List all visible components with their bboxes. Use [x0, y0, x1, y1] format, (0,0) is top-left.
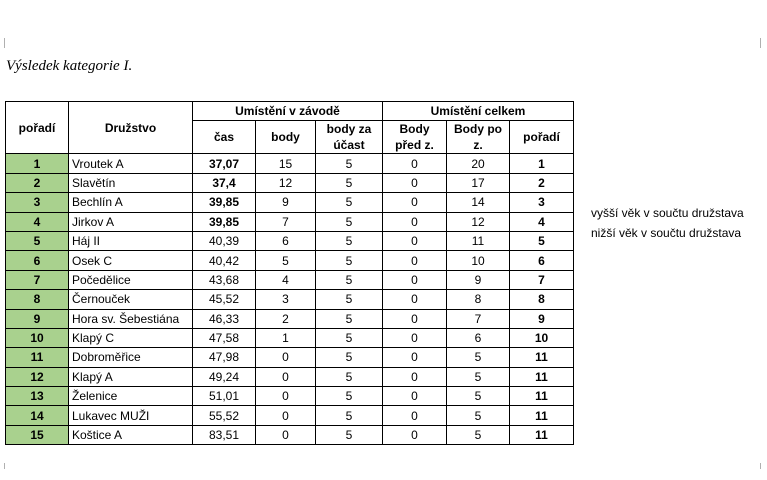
points-cell: 0	[256, 348, 316, 367]
team-cell: Bechlín A	[69, 193, 193, 212]
results-table	[5, 101, 574, 445]
table-row	[6, 309, 574, 328]
rank-cell: 5	[6, 231, 69, 250]
total-rank-cell: 11	[510, 406, 574, 425]
time-cell: 47,98	[193, 348, 256, 367]
points-before-cell: 0	[383, 270, 447, 289]
rank-cell: 3	[6, 193, 69, 212]
header-row-group	[6, 102, 574, 121]
team-cell: Dobroměřice	[69, 348, 193, 367]
total-rank-cell: 3	[510, 193, 574, 212]
time-cell: 83,51	[193, 425, 256, 444]
rank-cell: 6	[6, 251, 69, 270]
participation-cell: 5	[316, 173, 383, 192]
header-points: body	[256, 121, 316, 154]
table-row	[6, 425, 574, 444]
points-cell: 0	[256, 387, 316, 406]
header-time: čas	[193, 121, 256, 154]
points-after-cell: 5	[447, 387, 510, 406]
points-after-cell: 5	[447, 348, 510, 367]
points-before-cell: 0	[383, 425, 447, 444]
total-rank-cell: 7	[510, 270, 574, 289]
header-points-after-line1: Body po	[454, 122, 502, 137]
points-cell: 1	[256, 328, 316, 347]
points-before-cell: 0	[383, 367, 447, 386]
participation-cell: 5	[316, 367, 383, 386]
page-heading: Výsledek kategorie I.	[6, 58, 133, 74]
time-cell: 45,52	[193, 290, 256, 309]
points-before-cell: 0	[383, 387, 447, 406]
time-cell: 46,33	[193, 309, 256, 328]
participation-cell: 5	[316, 212, 383, 231]
team-cell: Vroutek A	[69, 154, 193, 173]
points-cell: 0	[256, 406, 316, 425]
total-rank-cell: 8	[510, 290, 574, 309]
points-after-cell: 5	[447, 367, 510, 386]
team-cell: Klapý C	[69, 328, 193, 347]
header-participation-line2: účast	[333, 138, 365, 153]
rank-cell: 12	[6, 367, 69, 386]
points-cell: 4	[256, 270, 316, 289]
points-cell: 7	[256, 212, 316, 231]
rank-cell: 7	[6, 270, 69, 289]
team-cell: Lukavec MUŽI	[69, 406, 193, 425]
participation-cell: 5	[316, 231, 383, 250]
rank-cell: 9	[6, 309, 69, 328]
total-rank-cell: 5	[510, 231, 574, 250]
page-corner-mark	[760, 463, 761, 469]
total-rank-cell: 6	[510, 251, 574, 270]
points-after-cell: 7	[447, 309, 510, 328]
time-cell: 40,42	[193, 251, 256, 270]
table-row	[6, 328, 574, 347]
time-cell: 49,24	[193, 367, 256, 386]
table-row	[6, 406, 574, 425]
participation-cell: 5	[316, 348, 383, 367]
header-team: Družstvo	[69, 102, 193, 154]
points-after-cell: 5	[447, 425, 510, 444]
points-after-cell: 12	[447, 212, 510, 231]
participation-cell: 5	[316, 290, 383, 309]
points-after-cell: 20	[447, 154, 510, 173]
points-cell: 9	[256, 193, 316, 212]
header-participation-line1: body za	[326, 122, 372, 137]
total-rank-cell: 11	[510, 425, 574, 444]
points-before-cell: 0	[383, 212, 447, 231]
participation-cell: 5	[316, 406, 383, 425]
header-group-total: Umístění celkem	[383, 102, 574, 121]
header-rank: pořadí	[6, 102, 69, 154]
results-body	[6, 154, 574, 445]
team-cell: Háj II	[69, 231, 193, 250]
page-corner-mark	[760, 38, 761, 48]
total-rank-cell: 10	[510, 328, 574, 347]
team-cell: Počedělice	[69, 270, 193, 289]
table-row	[6, 387, 574, 406]
time-cell: 37,07	[193, 154, 256, 173]
table-row	[6, 193, 574, 212]
time-cell: 43,68	[193, 270, 256, 289]
time-cell: 37,4	[193, 173, 256, 192]
time-cell: 55,52	[193, 406, 256, 425]
table-row	[6, 154, 574, 173]
table-row	[6, 367, 574, 386]
points-before-cell: 0	[383, 193, 447, 212]
rank-cell: 13	[6, 387, 69, 406]
note-row4: nižší věk v součtu družstava	[591, 226, 742, 240]
points-before-cell: 0	[383, 290, 447, 309]
participation-cell: 5	[316, 425, 383, 444]
team-cell: Hora sv. Šebestiána	[69, 309, 193, 328]
points-cell: 2	[256, 309, 316, 328]
page-corner-mark	[4, 38, 5, 48]
points-cell: 3	[256, 290, 316, 309]
points-after-cell: 9	[447, 270, 510, 289]
participation-cell: 5	[316, 154, 383, 173]
points-before-cell: 0	[383, 251, 447, 270]
participation-cell: 5	[316, 328, 383, 347]
points-cell: 0	[256, 367, 316, 386]
points-after-cell: 10	[447, 251, 510, 270]
points-cell: 5	[256, 251, 316, 270]
time-cell: 40,39	[193, 231, 256, 250]
points-cell: 0	[256, 425, 316, 444]
time-cell: 51,01	[193, 387, 256, 406]
rank-cell: 15	[6, 425, 69, 444]
header-group-race: Umístění v závodě	[193, 102, 383, 121]
points-before-cell: 0	[383, 231, 447, 250]
time-cell: 39,85	[193, 193, 256, 212]
participation-cell: 5	[316, 387, 383, 406]
page-corner-mark	[4, 463, 5, 469]
total-rank-cell: 9	[510, 309, 574, 328]
table-row	[6, 231, 574, 250]
total-rank-cell: 1	[510, 154, 574, 173]
points-before-cell: 0	[383, 154, 447, 173]
points-before-cell: 0	[383, 173, 447, 192]
results-table-wrap	[5, 101, 574, 445]
team-cell: Želenice	[69, 387, 193, 406]
team-cell: Slavětín	[69, 173, 193, 192]
time-cell: 47,58	[193, 328, 256, 347]
participation-cell: 5	[316, 309, 383, 328]
rank-cell: 4	[6, 212, 69, 231]
team-cell: Koštice A	[69, 425, 193, 444]
points-cell: 6	[256, 231, 316, 250]
header-points-before	[383, 121, 447, 154]
points-after-cell: 5	[447, 406, 510, 425]
rank-cell: 8	[6, 290, 69, 309]
note-row3: vyšší věk v součtu družstava	[591, 206, 744, 220]
total-rank-cell: 11	[510, 387, 574, 406]
total-rank-cell: 2	[510, 173, 574, 192]
header-points-after	[447, 121, 510, 154]
points-after-cell: 17	[447, 173, 510, 192]
points-before-cell: 0	[383, 309, 447, 328]
table-row	[6, 251, 574, 270]
header-points-after-line2: z.	[473, 138, 483, 153]
total-rank-cell: 11	[510, 367, 574, 386]
header-points-before-line1: Body	[399, 122, 430, 137]
points-before-cell: 0	[383, 348, 447, 367]
table-row	[6, 270, 574, 289]
rank-cell: 2	[6, 173, 69, 192]
total-rank-cell: 4	[510, 212, 574, 231]
points-after-cell: 11	[447, 231, 510, 250]
table-row	[6, 290, 574, 309]
rank-cell: 10	[6, 328, 69, 347]
points-before-cell: 0	[383, 328, 447, 347]
rank-cell: 14	[6, 406, 69, 425]
points-after-cell: 14	[447, 193, 510, 212]
table-row	[6, 212, 574, 231]
rank-cell: 1	[6, 154, 69, 173]
table-row	[6, 173, 574, 192]
team-cell: Osek C	[69, 251, 193, 270]
header-rank-total: pořadí	[510, 121, 574, 154]
points-cell: 12	[256, 173, 316, 192]
points-after-cell: 6	[447, 328, 510, 347]
time-cell: 39,85	[193, 212, 256, 231]
participation-cell: 5	[316, 270, 383, 289]
team-cell: Černouček	[69, 290, 193, 309]
points-after-cell: 8	[447, 290, 510, 309]
points-before-cell: 0	[383, 406, 447, 425]
header-points-before-line2: před z.	[395, 138, 434, 153]
participation-cell: 5	[316, 193, 383, 212]
table-row	[6, 348, 574, 367]
participation-cell: 5	[316, 251, 383, 270]
total-rank-cell: 11	[510, 348, 574, 367]
rank-cell: 11	[6, 348, 69, 367]
team-cell: Klapý A	[69, 367, 193, 386]
points-cell: 15	[256, 154, 316, 173]
team-cell: Jirkov A	[69, 212, 193, 231]
header-participation	[316, 121, 383, 154]
